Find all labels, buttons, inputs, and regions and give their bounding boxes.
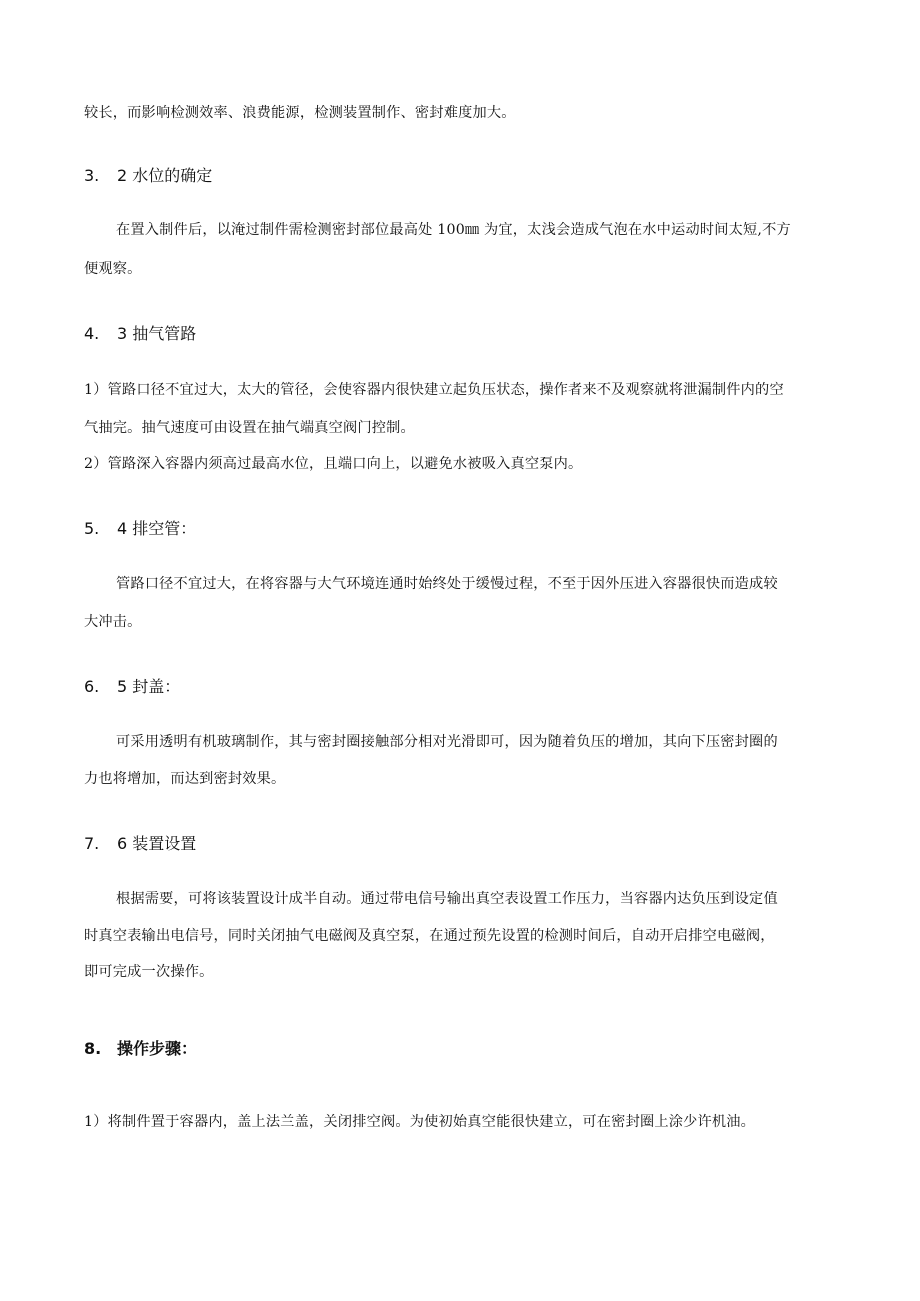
section-heading-water-level (84, 165, 212, 187)
paragraph-line: 可采用透明有机玻璃制作，其与密封圈接触部分相对光滑即可，因为随着负压的增加，其向下压密封圈的 (116, 734, 778, 750)
paragraph-line: 力也将增加，而达到密封效果。 (84, 771, 286, 787)
heading-text: 6 装置设置 (117, 834, 197, 853)
heading-text: 5 封盖： (117, 677, 181, 696)
paragraph-line: 根据需要，可将该装置设计成半自动。通过带电信号输出真空表设置工作压力，当容器内达负压到设定值 (116, 891, 778, 907)
paragraph-line: 在置入制件后，以淹过制件需检测密封部位最高处 100㎜ 为宜，太浅会造成气泡在水中运动时间太短,不方 (116, 222, 791, 238)
section-heading-vent-pipe (84, 518, 196, 540)
heading-number: 4. (84, 324, 100, 343)
paragraph-line: 气抽完。抽气速度可由设置在抽气端真空阀门控制。 (84, 420, 415, 436)
paragraph-line: 1）管路口径不宜过大，太大的管径，会使容器内很快建立起负压状态，操作者来不及观察就将泄漏制件内的空 (84, 382, 784, 398)
heading-number: 7. (84, 834, 100, 853)
section-heading-suction-pipe (84, 323, 196, 345)
heading-number: 5. (84, 519, 100, 538)
paragraph-line: 即可完成一次操作。 (84, 964, 214, 980)
paragraph-line: 便观察。 (84, 261, 142, 277)
section-heading-device-setup (84, 833, 196, 855)
heading-number: 6. (84, 677, 100, 696)
section-heading-cover (84, 676, 180, 698)
paragraph-line: 2）管路深入容器内须高过最高水位，且端口向上，以避免水被吸入真空泵内。 (84, 456, 583, 472)
heading-text: 2 水位的确定 (117, 166, 213, 185)
section-heading-operation-steps (84, 1038, 197, 1060)
heading-number: 3. (84, 166, 100, 185)
paragraph-line: 管路口径不宜过大，在将容器与大气环境连通时始终处于缓慢过程，不至于因外压进入容器很快而造成较 (116, 576, 778, 592)
heading-text: 4 排空管： (117, 519, 197, 538)
paragraph-line: 时真空表输出电信号，同时关闭抽气电磁阀及真空泵，在通过预先设置的检测时间后，自动开启排空电磁阀， (84, 928, 775, 944)
heading-text: 3 抽气管路 (117, 324, 197, 343)
paragraph-line: 较长，而影响检测效率、浪费能源，检测装置制作、密封难度加大。 (84, 105, 516, 121)
paragraph-line: 1）将制件置于容器内，盖上法兰盖，关闭排空阀。为使初始真空能很快建立，可在密封圈上涂少许机油。 (84, 1114, 756, 1130)
heading-text: 操作步骤： (117, 1039, 198, 1058)
heading-number: 8. (84, 1039, 102, 1058)
paragraph-line: 大冲击。 (84, 614, 142, 630)
